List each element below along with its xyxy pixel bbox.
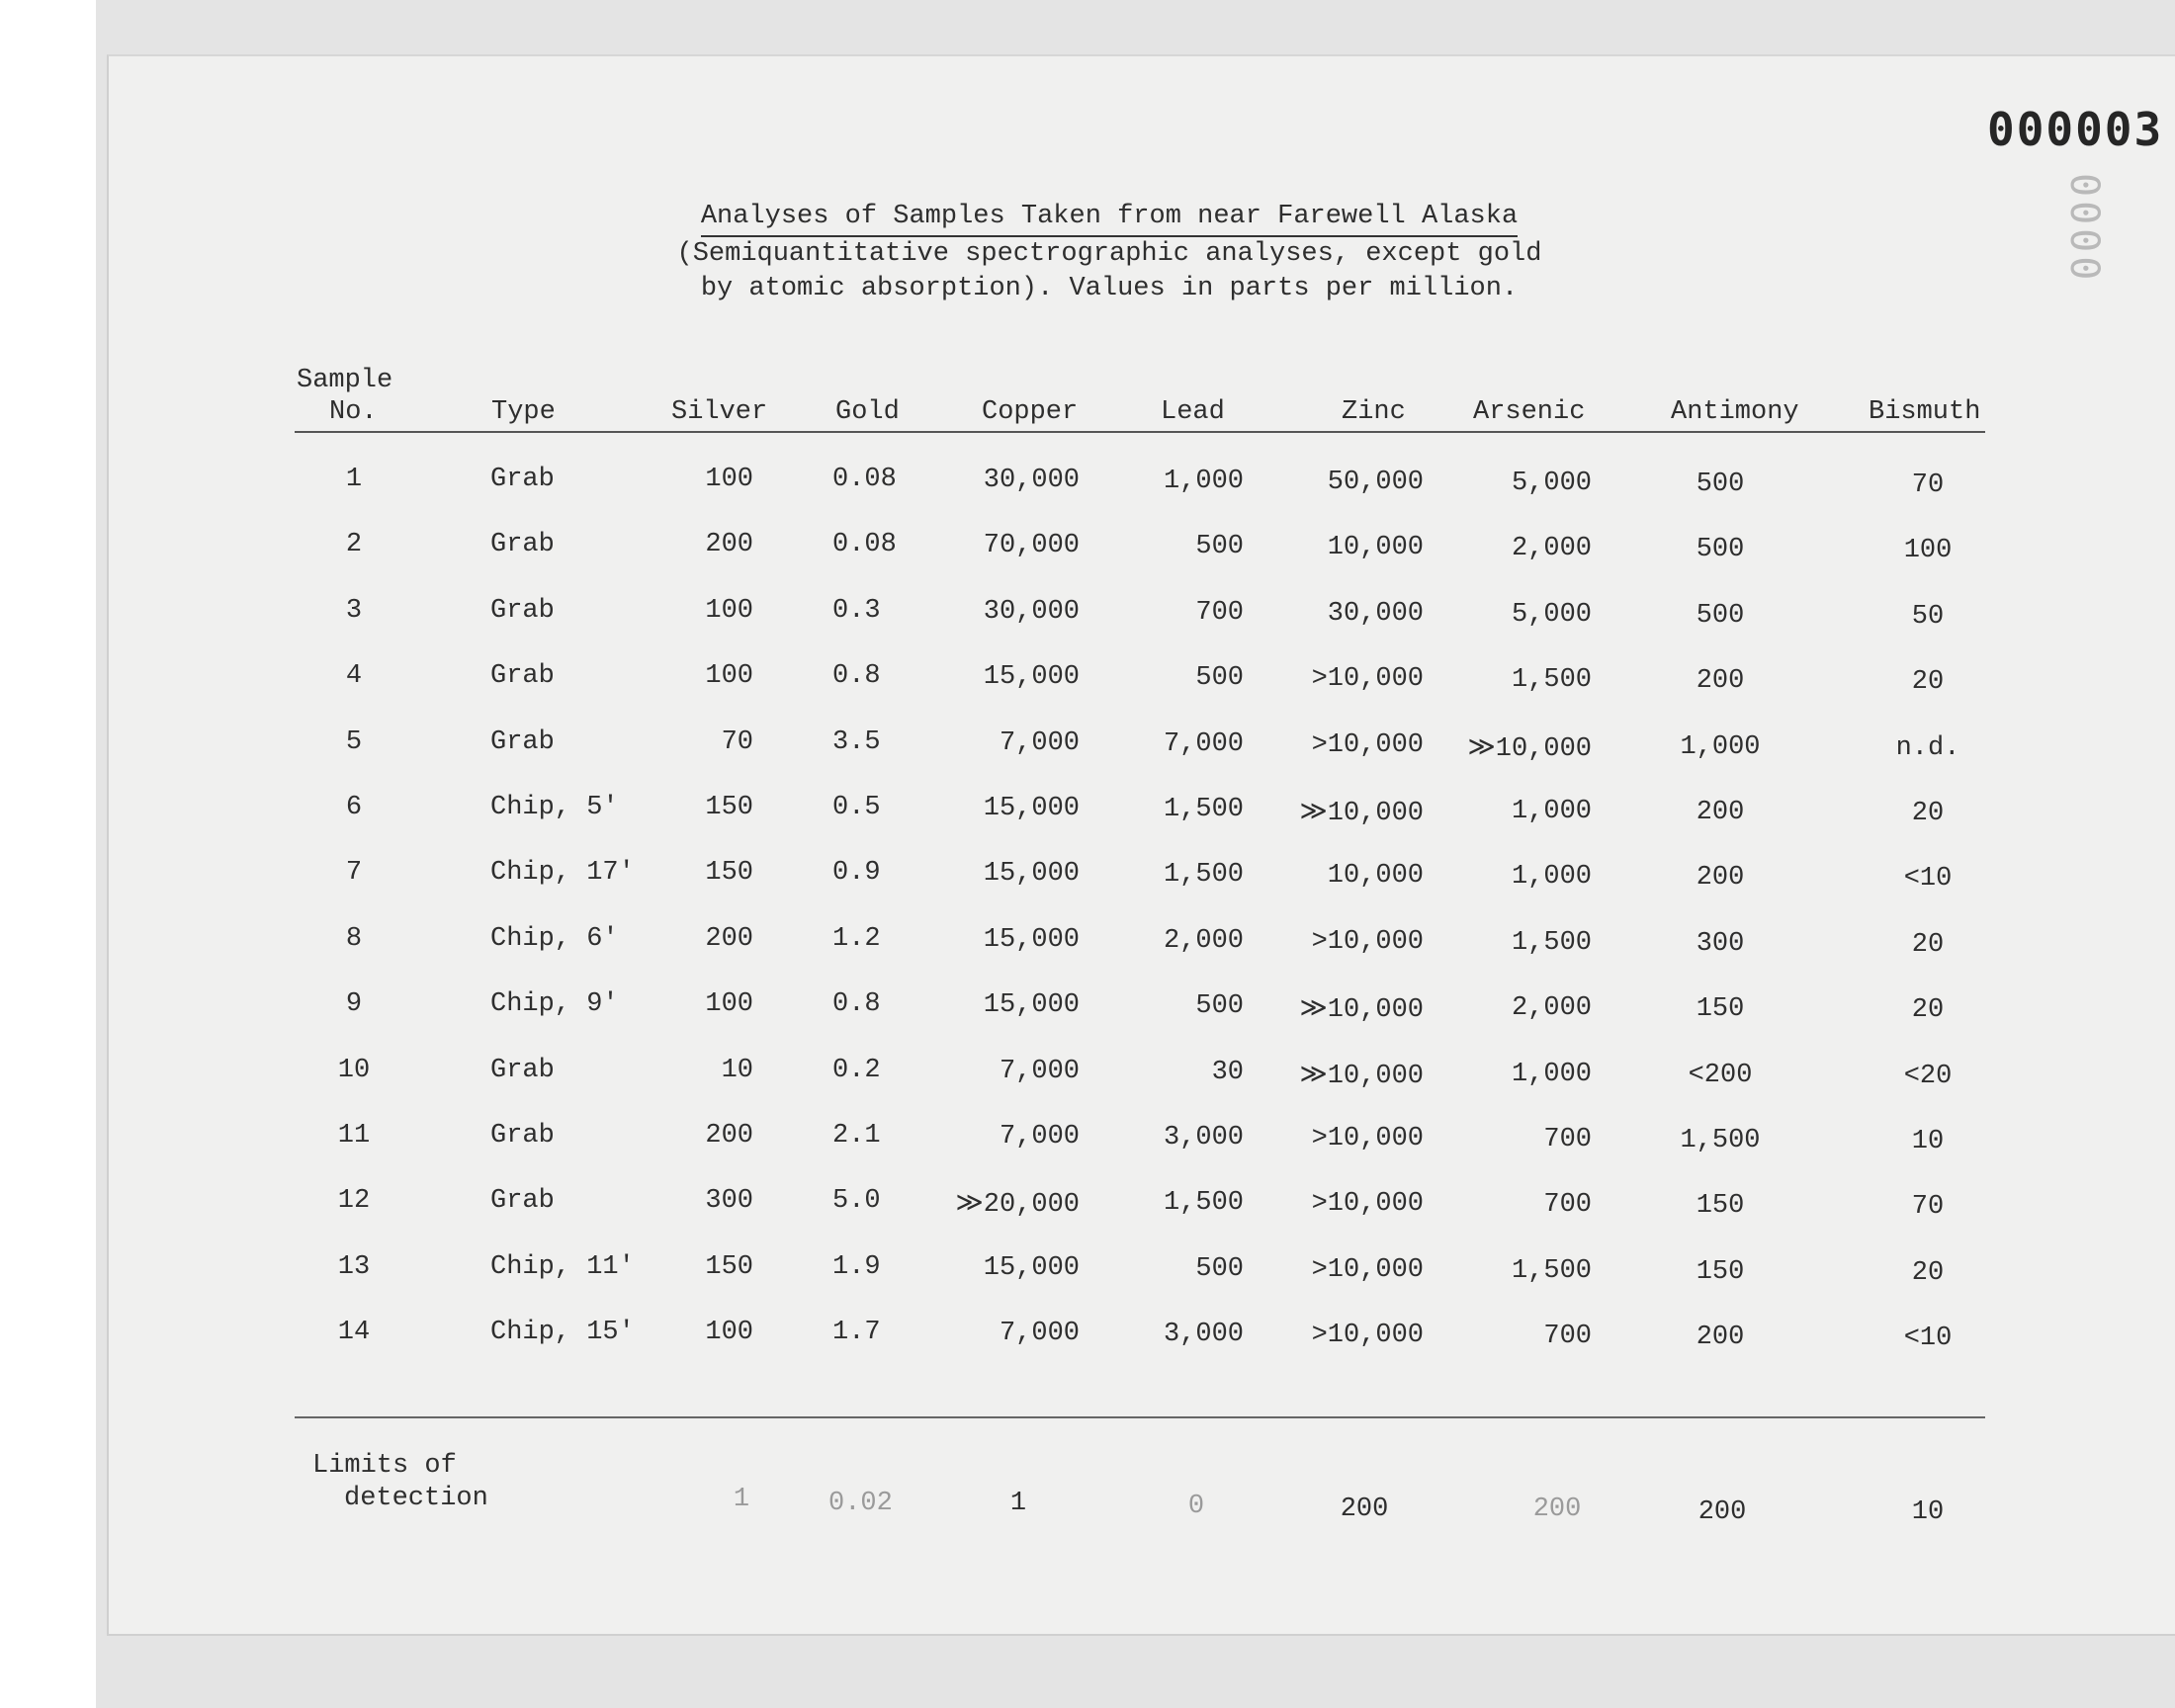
cell-copper: ≫20,000: [955, 1190, 1080, 1221]
cell-zinc: 10,000: [1327, 533, 1424, 563]
page-title: Analyses of Samples Taken from near Farewell Alaska: [701, 200, 1518, 237]
cell-arsenic: 1,500: [1511, 1255, 1592, 1286]
cell-silver: 100: [705, 1318, 753, 1348]
cell-zinc: ≫10,000: [1299, 995, 1424, 1026]
cell-copper: 7,000: [999, 1319, 1080, 1349]
cell-silver: 150: [705, 1251, 753, 1282]
cell-antimony: 500: [1696, 600, 1745, 631]
cell-antimony: 150: [1696, 994, 1745, 1025]
cell-no: 13: [337, 1251, 371, 1282]
cell-copper: 15,000: [983, 662, 1080, 693]
cell-copper: 15,000: [983, 990, 1080, 1021]
cell-bismuth: 70: [1911, 470, 1945, 500]
header-silver: Silver: [671, 397, 768, 427]
cell-silver: 100: [705, 595, 753, 626]
cell-arsenic: 700: [1543, 1322, 1592, 1352]
limit-silver: 1: [733, 1485, 750, 1514]
cell-gold: 0.08: [832, 465, 897, 494]
cell-no: 3: [345, 595, 363, 626]
cell-type: Chip, 15': [490, 1318, 635, 1348]
cell-silver: 10: [721, 1055, 753, 1085]
cell-arsenic: 2,000: [1511, 993, 1592, 1024]
cell-zinc: >10,000: [1311, 729, 1424, 760]
cell-zinc: >10,000: [1311, 1321, 1424, 1351]
cell-copper: 15,000: [983, 859, 1080, 890]
cell-no: 11: [337, 1121, 371, 1151]
header-antimony: Antimony: [1671, 397, 1799, 427]
header-bismuth: Bismuth: [1869, 397, 1981, 427]
header-sample-line1: Sample: [297, 366, 393, 395]
cell-lead: 1,500: [1163, 860, 1244, 891]
cell-copper: 7,000: [999, 727, 1080, 758]
cell-type: Chip, 17': [490, 858, 635, 889]
cell-type: Grab: [490, 530, 555, 560]
cell-arsenic: 5,000: [1511, 469, 1592, 498]
cell-type: Grab: [490, 661, 555, 692]
cell-antimony: 500: [1696, 470, 1745, 499]
cell-gold: 5.0: [832, 1186, 881, 1217]
faint-vertical-stamp: 0000: [2061, 173, 2107, 285]
header-rule: [295, 431, 1985, 433]
cell-antimony: 1,500: [1680, 1126, 1761, 1155]
limit-copper: 1: [1009, 1489, 1027, 1518]
cell-arsenic: 1,000: [1511, 1059, 1592, 1089]
cell-lead: 3,000: [1163, 1320, 1244, 1350]
cell-no: 5: [345, 726, 363, 757]
subtitle-line-2: by atomic absorption). Values in parts per million.: [700, 274, 1519, 303]
left-margin: [0, 0, 96, 1708]
cell-arsenic: 2,000: [1511, 534, 1592, 564]
cell-type: Grab: [490, 726, 555, 757]
cell-gold: 1.2: [832, 923, 881, 954]
limit-bismuth: 10: [1911, 1497, 1945, 1527]
cell-gold: 0.3: [832, 595, 881, 626]
cell-copper: 7,000: [999, 1122, 1080, 1152]
cell-silver: 100: [705, 465, 753, 494]
cell-no: 1: [345, 465, 363, 494]
header-sample-line2: No.: [329, 397, 378, 427]
cell-zinc: 50,000: [1327, 468, 1424, 497]
cell-gold: 3.5: [832, 726, 881, 757]
cell-no: 9: [345, 989, 363, 1020]
cell-zinc: 30,000: [1327, 598, 1424, 629]
cell-lead: 500: [1195, 663, 1244, 694]
cell-lead: 500: [1195, 991, 1244, 1022]
cell-bismuth: 20: [1911, 929, 1945, 960]
header-copper: Copper: [982, 397, 1079, 427]
cell-arsenic: 5,000: [1511, 599, 1592, 630]
cell-arsenic: 700: [1543, 1190, 1592, 1221]
cell-type: Grab: [490, 465, 555, 494]
header-zinc: Zinc: [1342, 397, 1406, 427]
cell-type: Grab: [490, 1186, 555, 1217]
cell-gold: 0.8: [832, 989, 881, 1020]
cell-type: Chip, 6': [490, 923, 619, 954]
cell-lead: 1,500: [1163, 1188, 1244, 1219]
cell-zinc: ≫10,000: [1299, 799, 1424, 828]
cell-no: 2: [345, 530, 363, 560]
cell-antimony: 200: [1696, 666, 1745, 697]
cell-arsenic: 1,500: [1511, 927, 1592, 958]
cell-bismuth: <20: [1903, 1061, 1953, 1091]
cell-copper: 15,000: [983, 924, 1080, 955]
cell-type: Grab: [490, 1121, 555, 1151]
cell-no: 14: [337, 1318, 371, 1348]
header-gold: Gold: [835, 397, 900, 427]
cell-zinc: >10,000: [1311, 664, 1424, 695]
cell-antimony: 200: [1696, 798, 1745, 827]
cell-silver: 200: [705, 530, 753, 560]
header-arsenic: Arsenic: [1473, 397, 1586, 427]
cell-gold: 0.5: [832, 793, 881, 822]
cell-lead: 30: [1211, 1057, 1244, 1087]
cell-bismuth: 50: [1911, 601, 1945, 632]
limit-zinc: 200: [1340, 1494, 1389, 1524]
cell-antimony: 300: [1696, 928, 1745, 959]
limits-label-line1: Limits of: [312, 1451, 457, 1481]
cell-zinc: >10,000: [1311, 1254, 1424, 1285]
cell-no: 8: [345, 923, 363, 954]
cell-bismuth: 100: [1903, 536, 1953, 566]
title-block: [664, 200, 1554, 306]
cell-lead: 1,500: [1163, 795, 1244, 824]
cell-bismuth: 20: [1911, 799, 1945, 828]
cell-lead: 500: [1195, 1253, 1244, 1284]
cell-lead: 2,000: [1163, 925, 1244, 956]
cell-silver: 200: [705, 923, 753, 954]
cell-silver: 150: [705, 858, 753, 889]
cell-gold: 1.7: [832, 1318, 881, 1348]
cell-antimony: 200: [1696, 1323, 1745, 1353]
cell-bismuth: <10: [1903, 1324, 1953, 1354]
cell-bismuth: <10: [1903, 864, 1953, 895]
cell-no: 4: [345, 661, 363, 692]
cell-no: 6: [345, 793, 363, 822]
cell-lead: 7,000: [1163, 728, 1244, 759]
cell-zinc: ≫10,000: [1299, 1061, 1424, 1091]
cell-copper: 15,000: [983, 1252, 1080, 1283]
cell-antimony: 1,000: [1680, 731, 1761, 762]
cell-lead: 1,000: [1163, 467, 1244, 496]
cell-lead: 3,000: [1163, 1123, 1244, 1153]
cell-silver: 300: [705, 1186, 753, 1217]
cell-arsenic: 1,500: [1511, 665, 1592, 696]
cell-zinc: >10,000: [1311, 1189, 1424, 1220]
cell-copper: 30,000: [983, 466, 1080, 495]
cell-type: Chip, 11': [490, 1251, 635, 1282]
cell-antimony: 150: [1696, 1256, 1745, 1287]
cell-no: 7: [345, 858, 363, 889]
cell-type: Grab: [490, 1055, 555, 1085]
cell-silver: 100: [705, 989, 753, 1020]
cell-antimony: 500: [1696, 535, 1745, 565]
footer-rule: [295, 1416, 1985, 1418]
cell-copper: 7,000: [999, 1056, 1080, 1086]
cell-zinc: >10,000: [1311, 926, 1424, 957]
cell-gold: 0.8: [832, 661, 881, 692]
cell-silver: 200: [705, 1121, 753, 1151]
cell-arsenic: 1,000: [1511, 797, 1592, 826]
cell-bismuth: 70: [1911, 1192, 1945, 1223]
cell-bismuth: 10: [1911, 1127, 1945, 1156]
cell-silver: 150: [705, 793, 753, 822]
cell-antimony: 150: [1696, 1191, 1745, 1222]
cell-bismuth: 20: [1911, 1257, 1945, 1288]
cell-copper: 30,000: [983, 596, 1080, 627]
cell-type: Chip, 5': [490, 793, 619, 822]
cell-gold: 1.9: [832, 1251, 881, 1282]
cell-gold: 0.2: [832, 1055, 881, 1085]
cell-antimony: <200: [1688, 1060, 1753, 1090]
limit-antimony: 200: [1697, 1497, 1747, 1527]
limit-lead: 0: [1187, 1492, 1205, 1521]
cell-gold: 2.1: [832, 1121, 881, 1151]
subtitle-line-1: (Semiquantitative spectrographic analyses, except gold: [676, 239, 1542, 269]
cell-silver: 100: [705, 661, 753, 692]
cell-bismuth: n.d.: [1895, 732, 1960, 763]
cell-lead: 700: [1195, 597, 1244, 628]
cell-copper: 15,000: [983, 794, 1080, 823]
limit-gold: 0.02: [828, 1489, 893, 1518]
cell-silver: 70: [721, 726, 753, 757]
cell-gold: 0.08: [832, 530, 897, 560]
limit-arsenic: 200: [1532, 1494, 1582, 1524]
cell-type: Grab: [490, 595, 555, 626]
cell-lead: 500: [1195, 532, 1244, 562]
document-stamp-number: 000003: [1987, 103, 2164, 156]
cell-antimony: 200: [1696, 863, 1745, 894]
header-lead: Lead: [1161, 397, 1225, 427]
cell-zinc: >10,000: [1311, 1124, 1424, 1153]
cell-arsenic: 700: [1543, 1125, 1592, 1154]
cell-bismuth: 20: [1911, 667, 1945, 698]
header-type: Type: [491, 397, 556, 427]
limits-label-line2: detection: [344, 1484, 488, 1513]
cell-arsenic: ≫10,000: [1467, 733, 1592, 764]
cell-gold: 0.9: [832, 858, 881, 889]
cell-zinc: 10,000: [1327, 861, 1424, 892]
cell-no: 12: [337, 1186, 371, 1217]
cell-copper: 70,000: [983, 531, 1080, 561]
cell-no: 10: [337, 1055, 371, 1085]
cell-type: Chip, 9': [490, 989, 619, 1020]
cell-arsenic: 1,000: [1511, 862, 1592, 893]
cell-bismuth: 20: [1911, 995, 1945, 1026]
